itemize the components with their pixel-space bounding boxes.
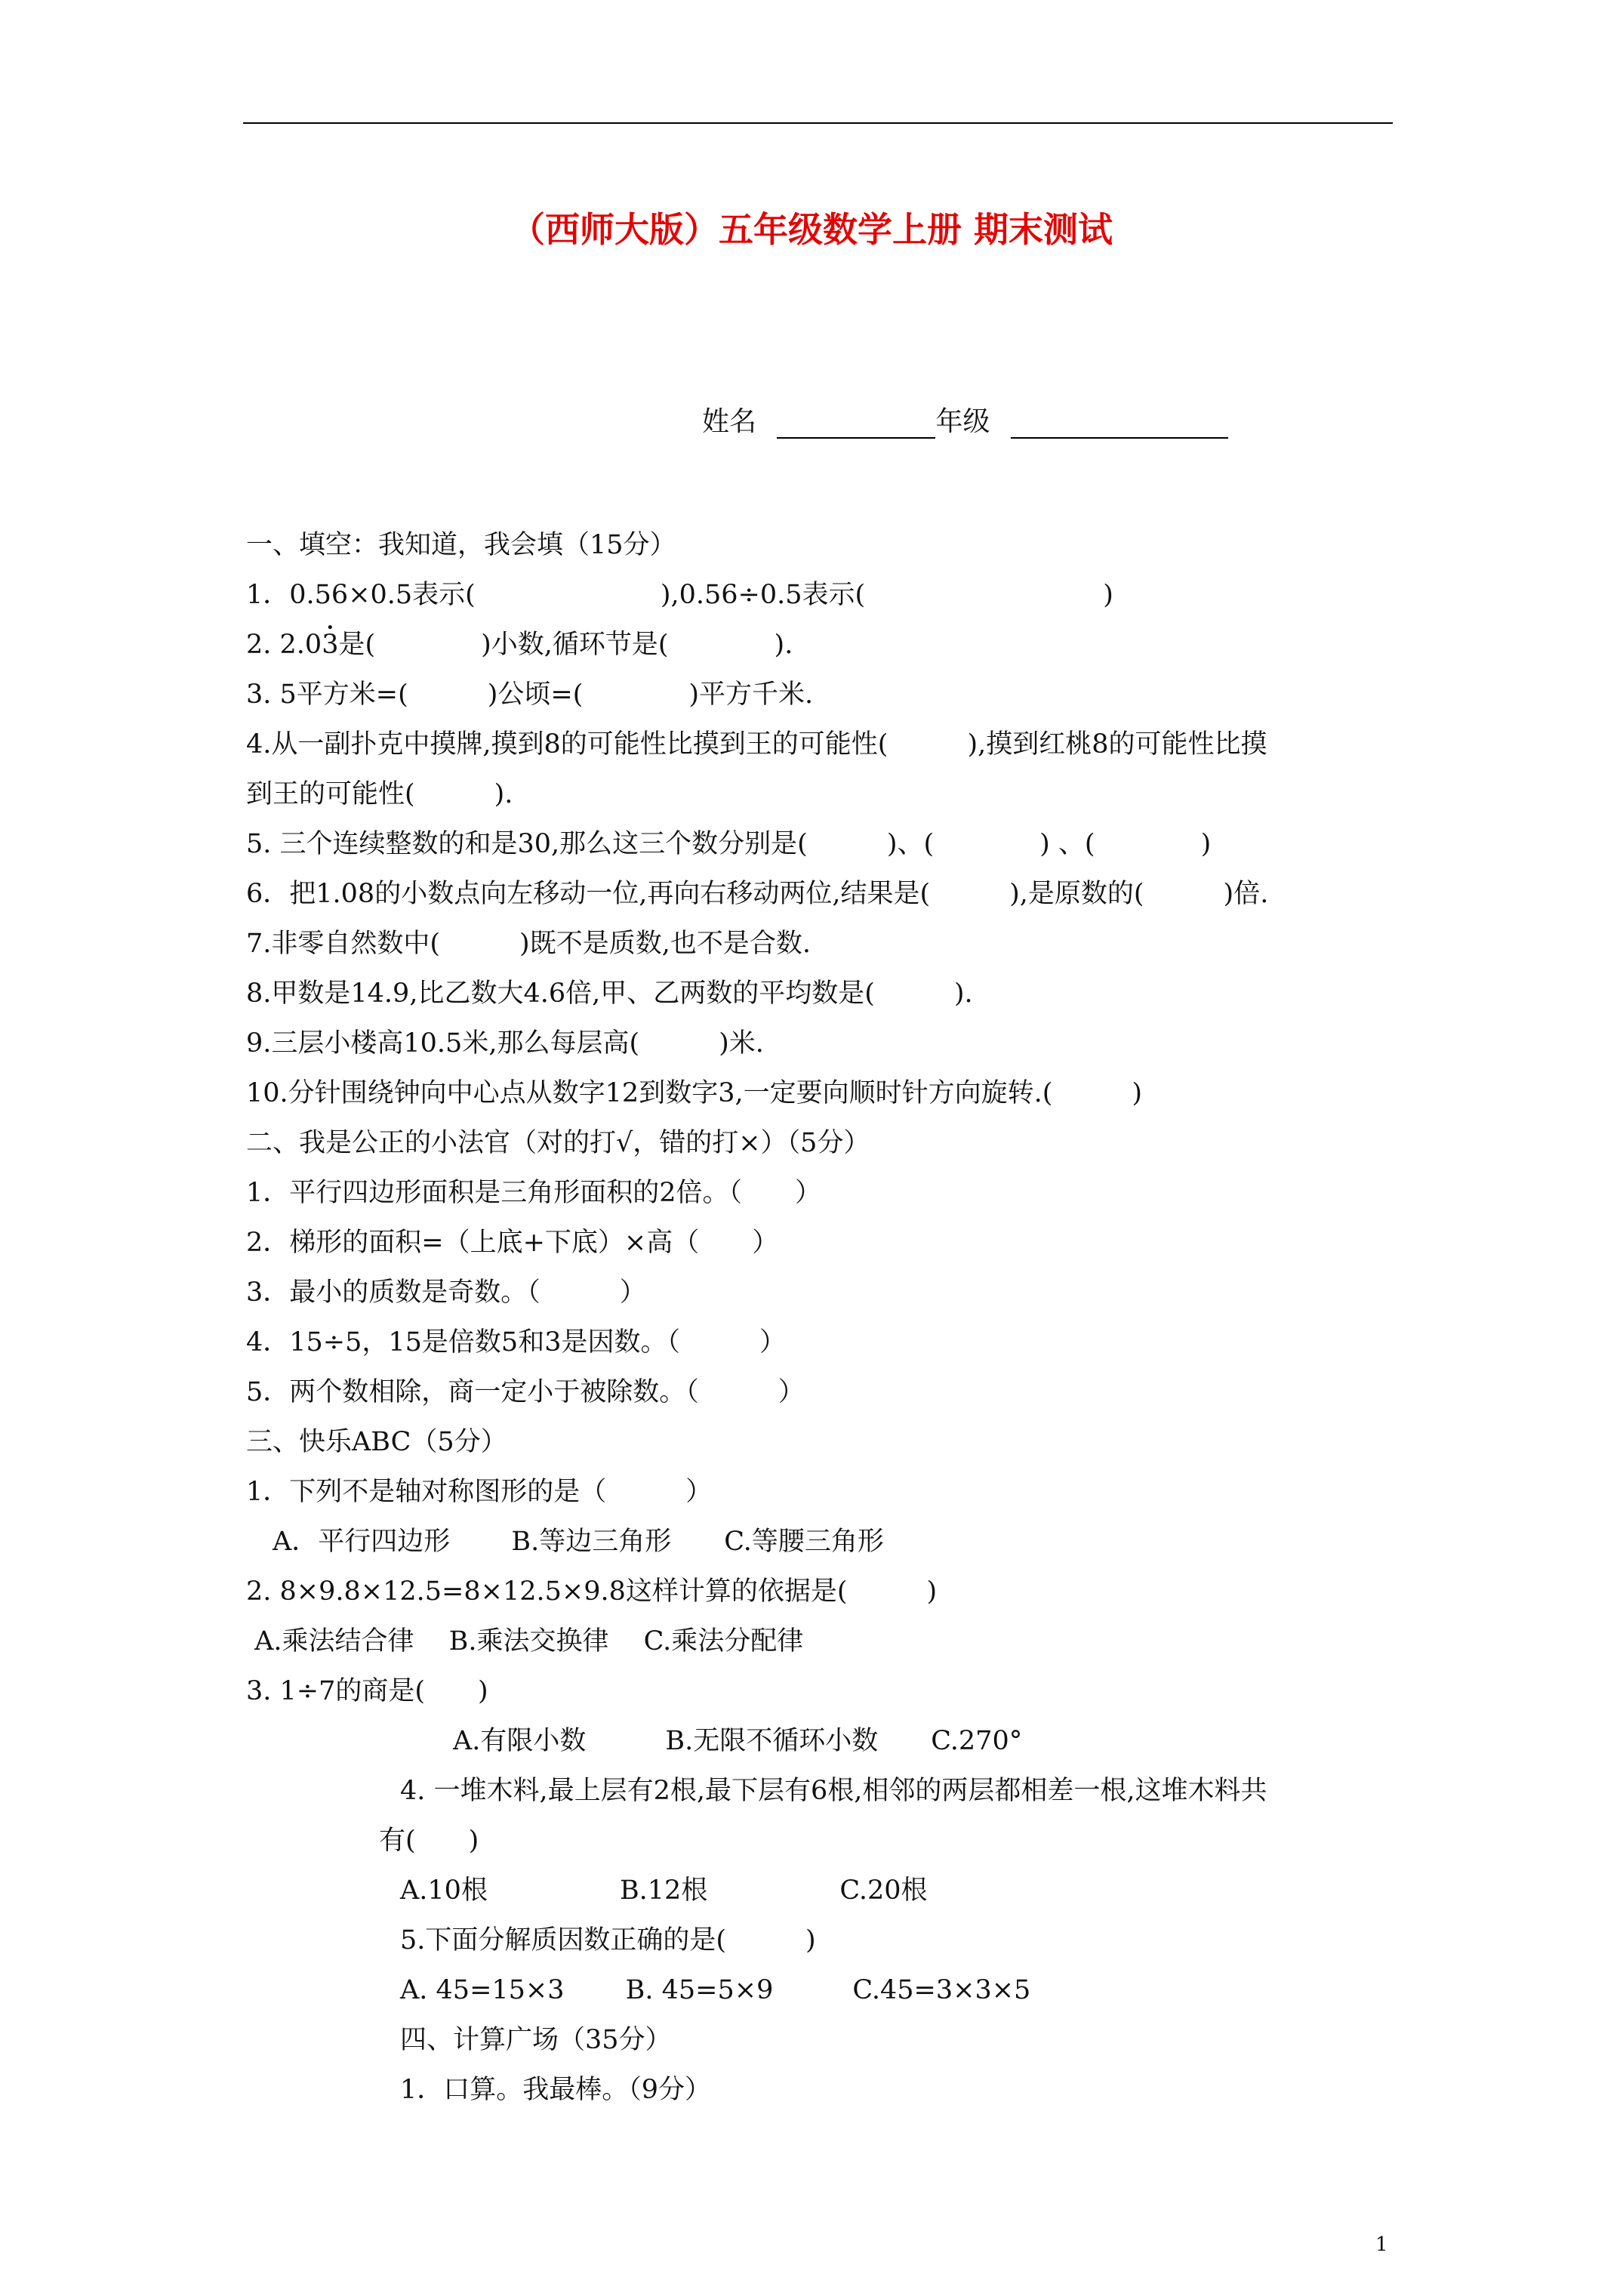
grade-blank[interactable]: [1011, 406, 1228, 439]
question-line: 1．平行四边形面积是三角形面积的2倍。（ ）: [246, 1178, 822, 1208]
question-line: 3. 5平方米=( )公顷=( )平方千米.: [246, 680, 814, 710]
question-line: [246, 628, 793, 661]
name-label: 姓名: [702, 406, 757, 437]
section-4-title: 四、计算广场（35分）: [400, 2025, 672, 2055]
question-line: 5. 三个连续整数的和是30,那么这三个数分别是( )、( ) 、( ): [246, 829, 1212, 859]
options-line: A.有限小数 B.无限不循环小数 C.270°: [453, 1726, 1023, 1756]
question-line: 到王的可能性( ).: [246, 779, 513, 809]
question-line: 2．梯形的面积=（上底+下底）×高（ ）: [246, 1228, 779, 1258]
question-line: 有( ): [379, 1826, 479, 1856]
header-rule: [243, 122, 1393, 124]
question-text: 2. 2.0: [246, 630, 322, 660]
question-line: 1．0.56×0.5表示( ),0.56÷0.5表示( ): [246, 580, 1113, 610]
question-line: 4.从一副扑克中摸牌,摸到8的可能性比摸到王的可能性( ),摸到红桃8的可能性比摸: [246, 729, 1267, 760]
question-line: 9.三层小楼高10.5米,那么每层高( )米.: [246, 1028, 764, 1059]
question-line: 2. 8×9.8×12.5=8×12.5×9.8这样计算的依据是( ): [246, 1576, 938, 1607]
question-line: 3. 1÷7的商是( ): [246, 1676, 488, 1706]
options-line: A.乘法结合律 B.乘法交换律 C.乘法分配律: [246, 1626, 804, 1657]
question-line: 4. 一堆木料,最上层有2根,最下层有6根,相邻的两层都相差一根,这堆木料共: [400, 1776, 1267, 1806]
question-line: 6．把1.08的小数点向左移动一位,再向右移动两位,结果是( ),是原数的( )倍.: [246, 879, 1269, 909]
grade-label: 年级: [935, 406, 990, 437]
repeating-digit: • 3: [322, 630, 338, 660]
question-line: 10.分针围绕钟向中心点从数字12到数字3,一定要向顺时针方向旋转.( ): [246, 1078, 1143, 1108]
question-line: 4．15÷5，15是倍数5和3是因数。（ ）: [246, 1327, 786, 1358]
section-2-title: 二、我是公正的小法官（对的打√，错的打×）（5分）: [246, 1128, 870, 1158]
question-line: 7.非零自然数中( )既不是质数,也不是合数.: [246, 929, 811, 959]
section-3-title: 三、快乐ABC（5分）: [246, 1427, 507, 1457]
name-grade-line: [702, 400, 1228, 439]
page-number: 1: [1375, 2233, 1388, 2256]
question-line: 1．口算。我最棒。（9分）: [400, 2075, 712, 2105]
options-line: A. 45=15×3 B. 45=5×9 C.45=3×3×5: [400, 1975, 1031, 2005]
options-line: A.10根 B.12根 C.20根: [400, 1875, 928, 1906]
section-1-title: 一、填空：我知道，我会填（15分）: [246, 530, 676, 560]
question-line: 5．两个数相除，商一定小于被除数。（ ）: [246, 1377, 805, 1407]
question-line: 3．最小的质数是奇数。（ ）: [246, 1277, 646, 1308]
options-line: A．平行四边形 B.等边三角形 C.等腰三角形: [246, 1527, 884, 1557]
question-line: 5.下面分解质因数正确的是( ): [400, 1925, 816, 1955]
page-title: （西师大版）五年级数学上册 期末测试: [510, 209, 1113, 250]
name-blank[interactable]: [777, 406, 935, 439]
question-line: 8.甲数是14.9,比乙数大4.6倍,甲、乙两数的平均数是( ).: [246, 978, 973, 1009]
question-line: 1．下列不是轴对称图形的是（ ）: [246, 1477, 713, 1507]
question-text: 是( )小数,循环节是( ).: [338, 630, 793, 660]
